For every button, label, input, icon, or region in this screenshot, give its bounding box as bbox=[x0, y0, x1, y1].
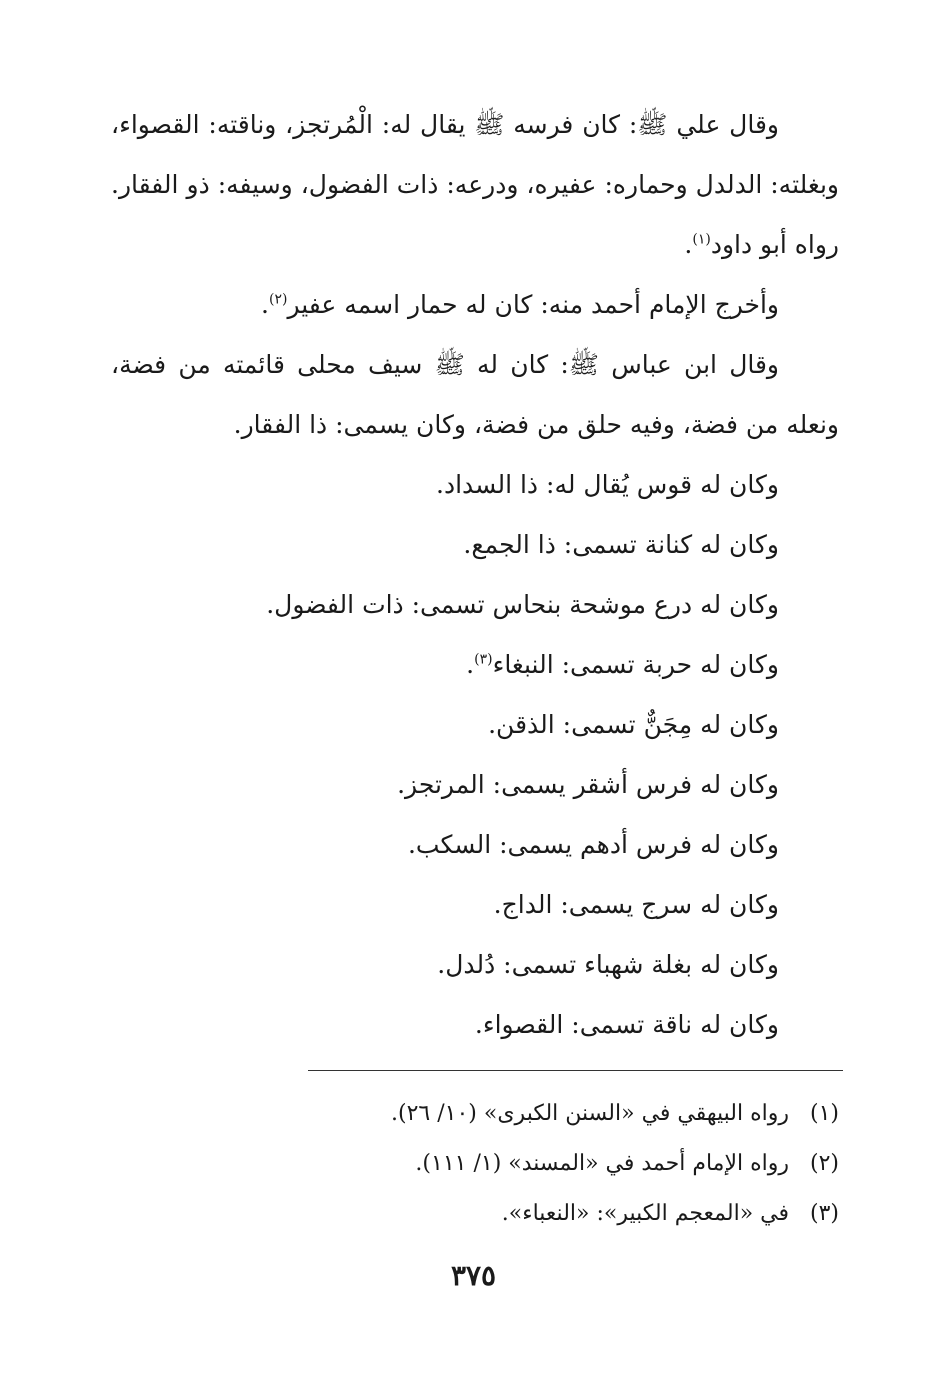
footnotes bbox=[111, 1089, 839, 1239]
list-item: وكان له قوس يُقال له: ذا السداد. bbox=[436, 470, 779, 499]
footnote-text: في «المعجم الكبير»: «النعباء». bbox=[501, 1201, 789, 1226]
paragraph: وقال علي ﷺ: كان فرسه ﷺ يقال له: الْمُرتجز، وناقته: القصواء، وبغلته: الدلدل وحماره: عفيره، ودرعه: ذات الفضول، وسيفه: ذو الفقار. رواه أبو داود$^{(١)}$. bbox=[111, 110, 839, 259]
footnote-text: رواه الإمام أحمد في «المسند» (١/ ١١١). bbox=[415, 1151, 789, 1176]
footnote-ref: (٣) bbox=[474, 651, 493, 668]
footnote bbox=[111, 1089, 839, 1139]
page-number: ٣٧٥ bbox=[450, 1259, 497, 1292]
footnote-number: (١) bbox=[809, 1101, 839, 1126]
footnote-number: (٣) bbox=[809, 1201, 839, 1226]
paragraph: وقال ابن عباس ﷺ: كان له ﷺ سيف محلى قائمته من فضة، ونعله من فضة، وفيه حلق من فضة، وكان يسمى: ذا الفقار. bbox=[111, 350, 839, 439]
list-item: وكان له ناقة تسمى: القصواء. bbox=[474, 1010, 779, 1039]
list-item: وكان له كنانة تسمى: ذا الجمع. bbox=[463, 530, 779, 559]
list-item: وكان له درع موشحة بنحاس تسمى: ذات الفضول. bbox=[266, 590, 779, 619]
footnote-ref: (٢) bbox=[268, 291, 288, 308]
list-item: وكان له فرس أشقر يسمى: المرتجز. bbox=[397, 770, 779, 799]
footnote-ref: (١) bbox=[692, 231, 711, 248]
footnote-separator bbox=[308, 1070, 843, 1071]
list-item: وكان له فرس أدهم يسمى: السكب. bbox=[407, 830, 779, 859]
footnote bbox=[111, 1139, 839, 1189]
footnote-number: (٢) bbox=[809, 1151, 839, 1176]
list-item: وكان له بغلة شهباء تسمى: دُلدل. bbox=[437, 950, 779, 979]
footnote-text: رواه البيهقي في «السنن الكبرى» (١٠/ ٢٦). bbox=[391, 1101, 789, 1126]
list-item: وكان له مِجَنٌّ تسمى: الذقن. bbox=[488, 710, 779, 739]
footnote bbox=[111, 1189, 839, 1239]
list-item: وكان له سرج يسمى: الداج. bbox=[493, 890, 779, 919]
main-text bbox=[111, 95, 839, 1055]
paragraph: وأخرج الإمام أحمد منه: كان له حمار اسمه عفير$^{(٢)}$. bbox=[261, 290, 779, 319]
list-item: وكان له حربة تسمى: النبغاء$^{(٣)}$. bbox=[466, 650, 779, 679]
